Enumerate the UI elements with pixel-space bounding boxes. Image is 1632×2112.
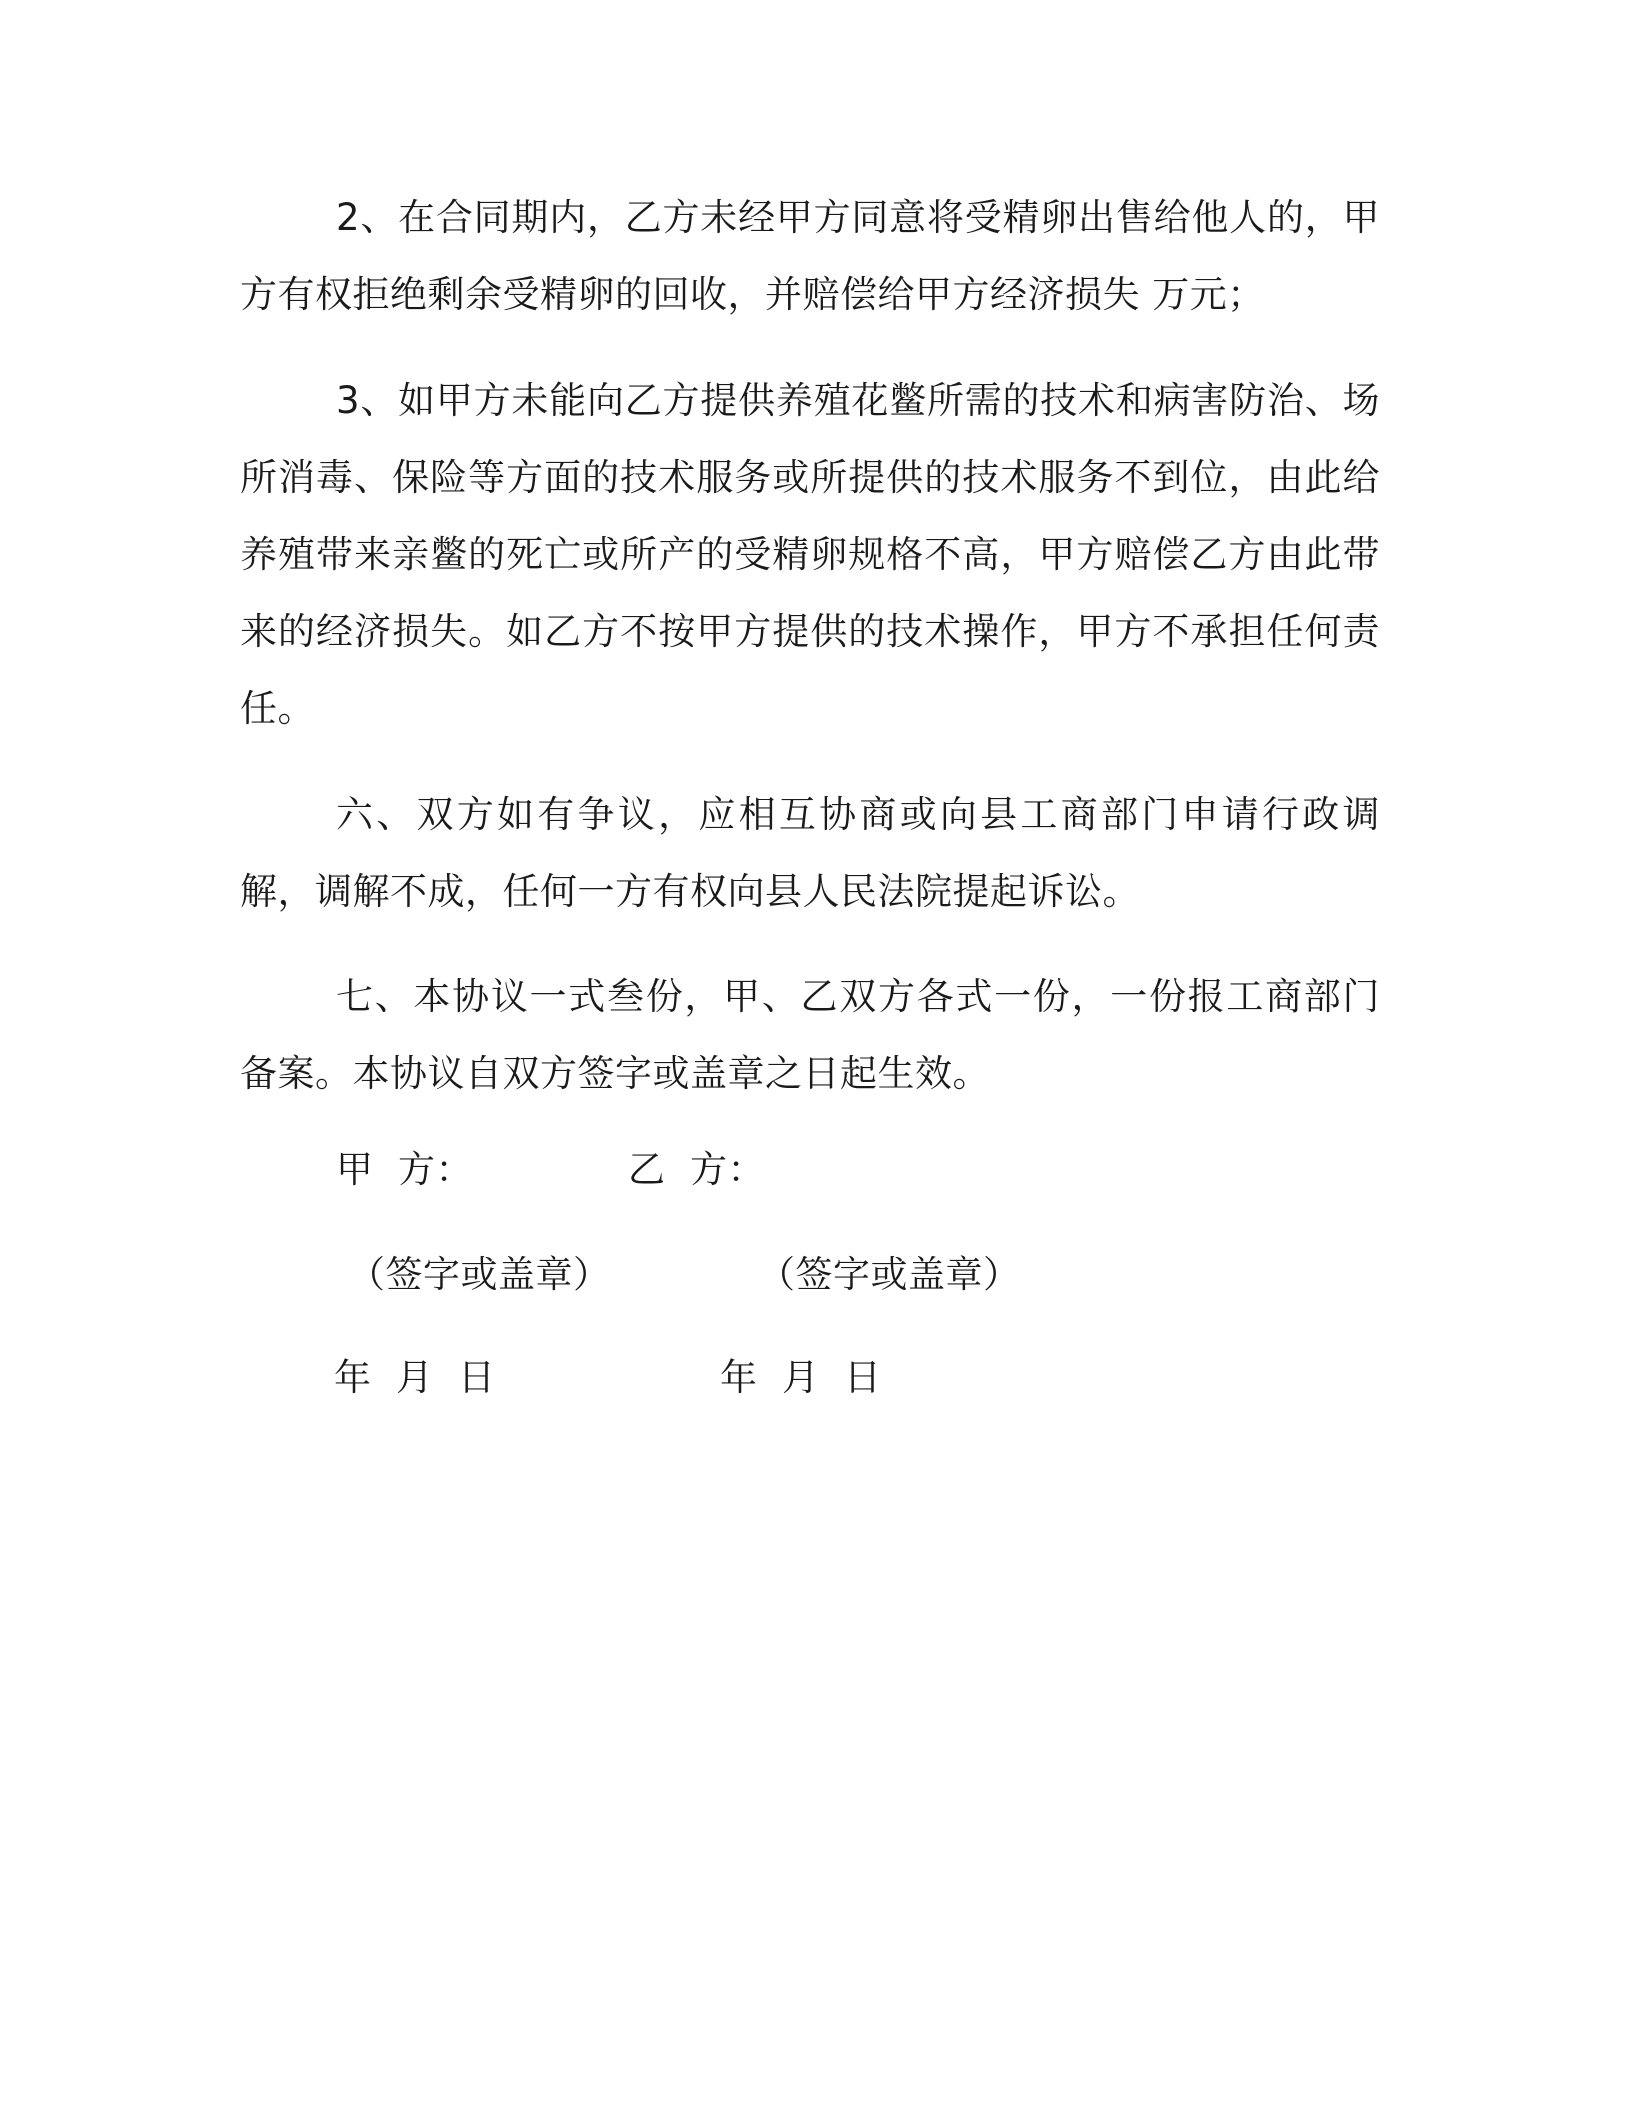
party-b-label: 乙 方： bbox=[628, 1148, 766, 1191]
clause-six-paragraph: 六、双方如有争议，应相互协商或向县工商部门申请行政调解，调解不成，任何一方有权向县人民法院提起诉讼。 bbox=[240, 793, 1380, 913]
party-a-date: 年 月 日 bbox=[334, 1356, 496, 1399]
party-b-sign-note: （签字或盖章） bbox=[758, 1253, 1021, 1296]
party-a-sign-note: （签字或盖章） bbox=[348, 1253, 611, 1296]
party-b-date: 年 月 日 bbox=[720, 1356, 882, 1399]
clause-seven-paragraph: 七、本协议一式叁份，甲、乙双方各式一份，一份报工商部门备案。本协议自双方签字或盖章之日起生效。 bbox=[240, 975, 1380, 1095]
clause-2-paragraph: 2、在合同期内，乙方未经甲方同意将受精卵出售给他人的，甲方有权拒绝剩余受精卵的回收，并赔偿给甲方经济损失 万元； bbox=[240, 196, 1380, 316]
clause-3-paragraph: 3、如甲方未能向乙方提供养殖花鳖所需的技术和病害防治、场所消毒、保险等方面的技术服务或所提供的技术服务不到位，由此给养殖带来亲鳖的死亡或所产的受精卵规格不高，甲方赔偿乙方由此带来的经济损失。如乙方不按甲方提供的技术操作，甲方不承担任何责任。 bbox=[240, 379, 1380, 730]
party-a-label: 甲 方： bbox=[336, 1148, 474, 1191]
